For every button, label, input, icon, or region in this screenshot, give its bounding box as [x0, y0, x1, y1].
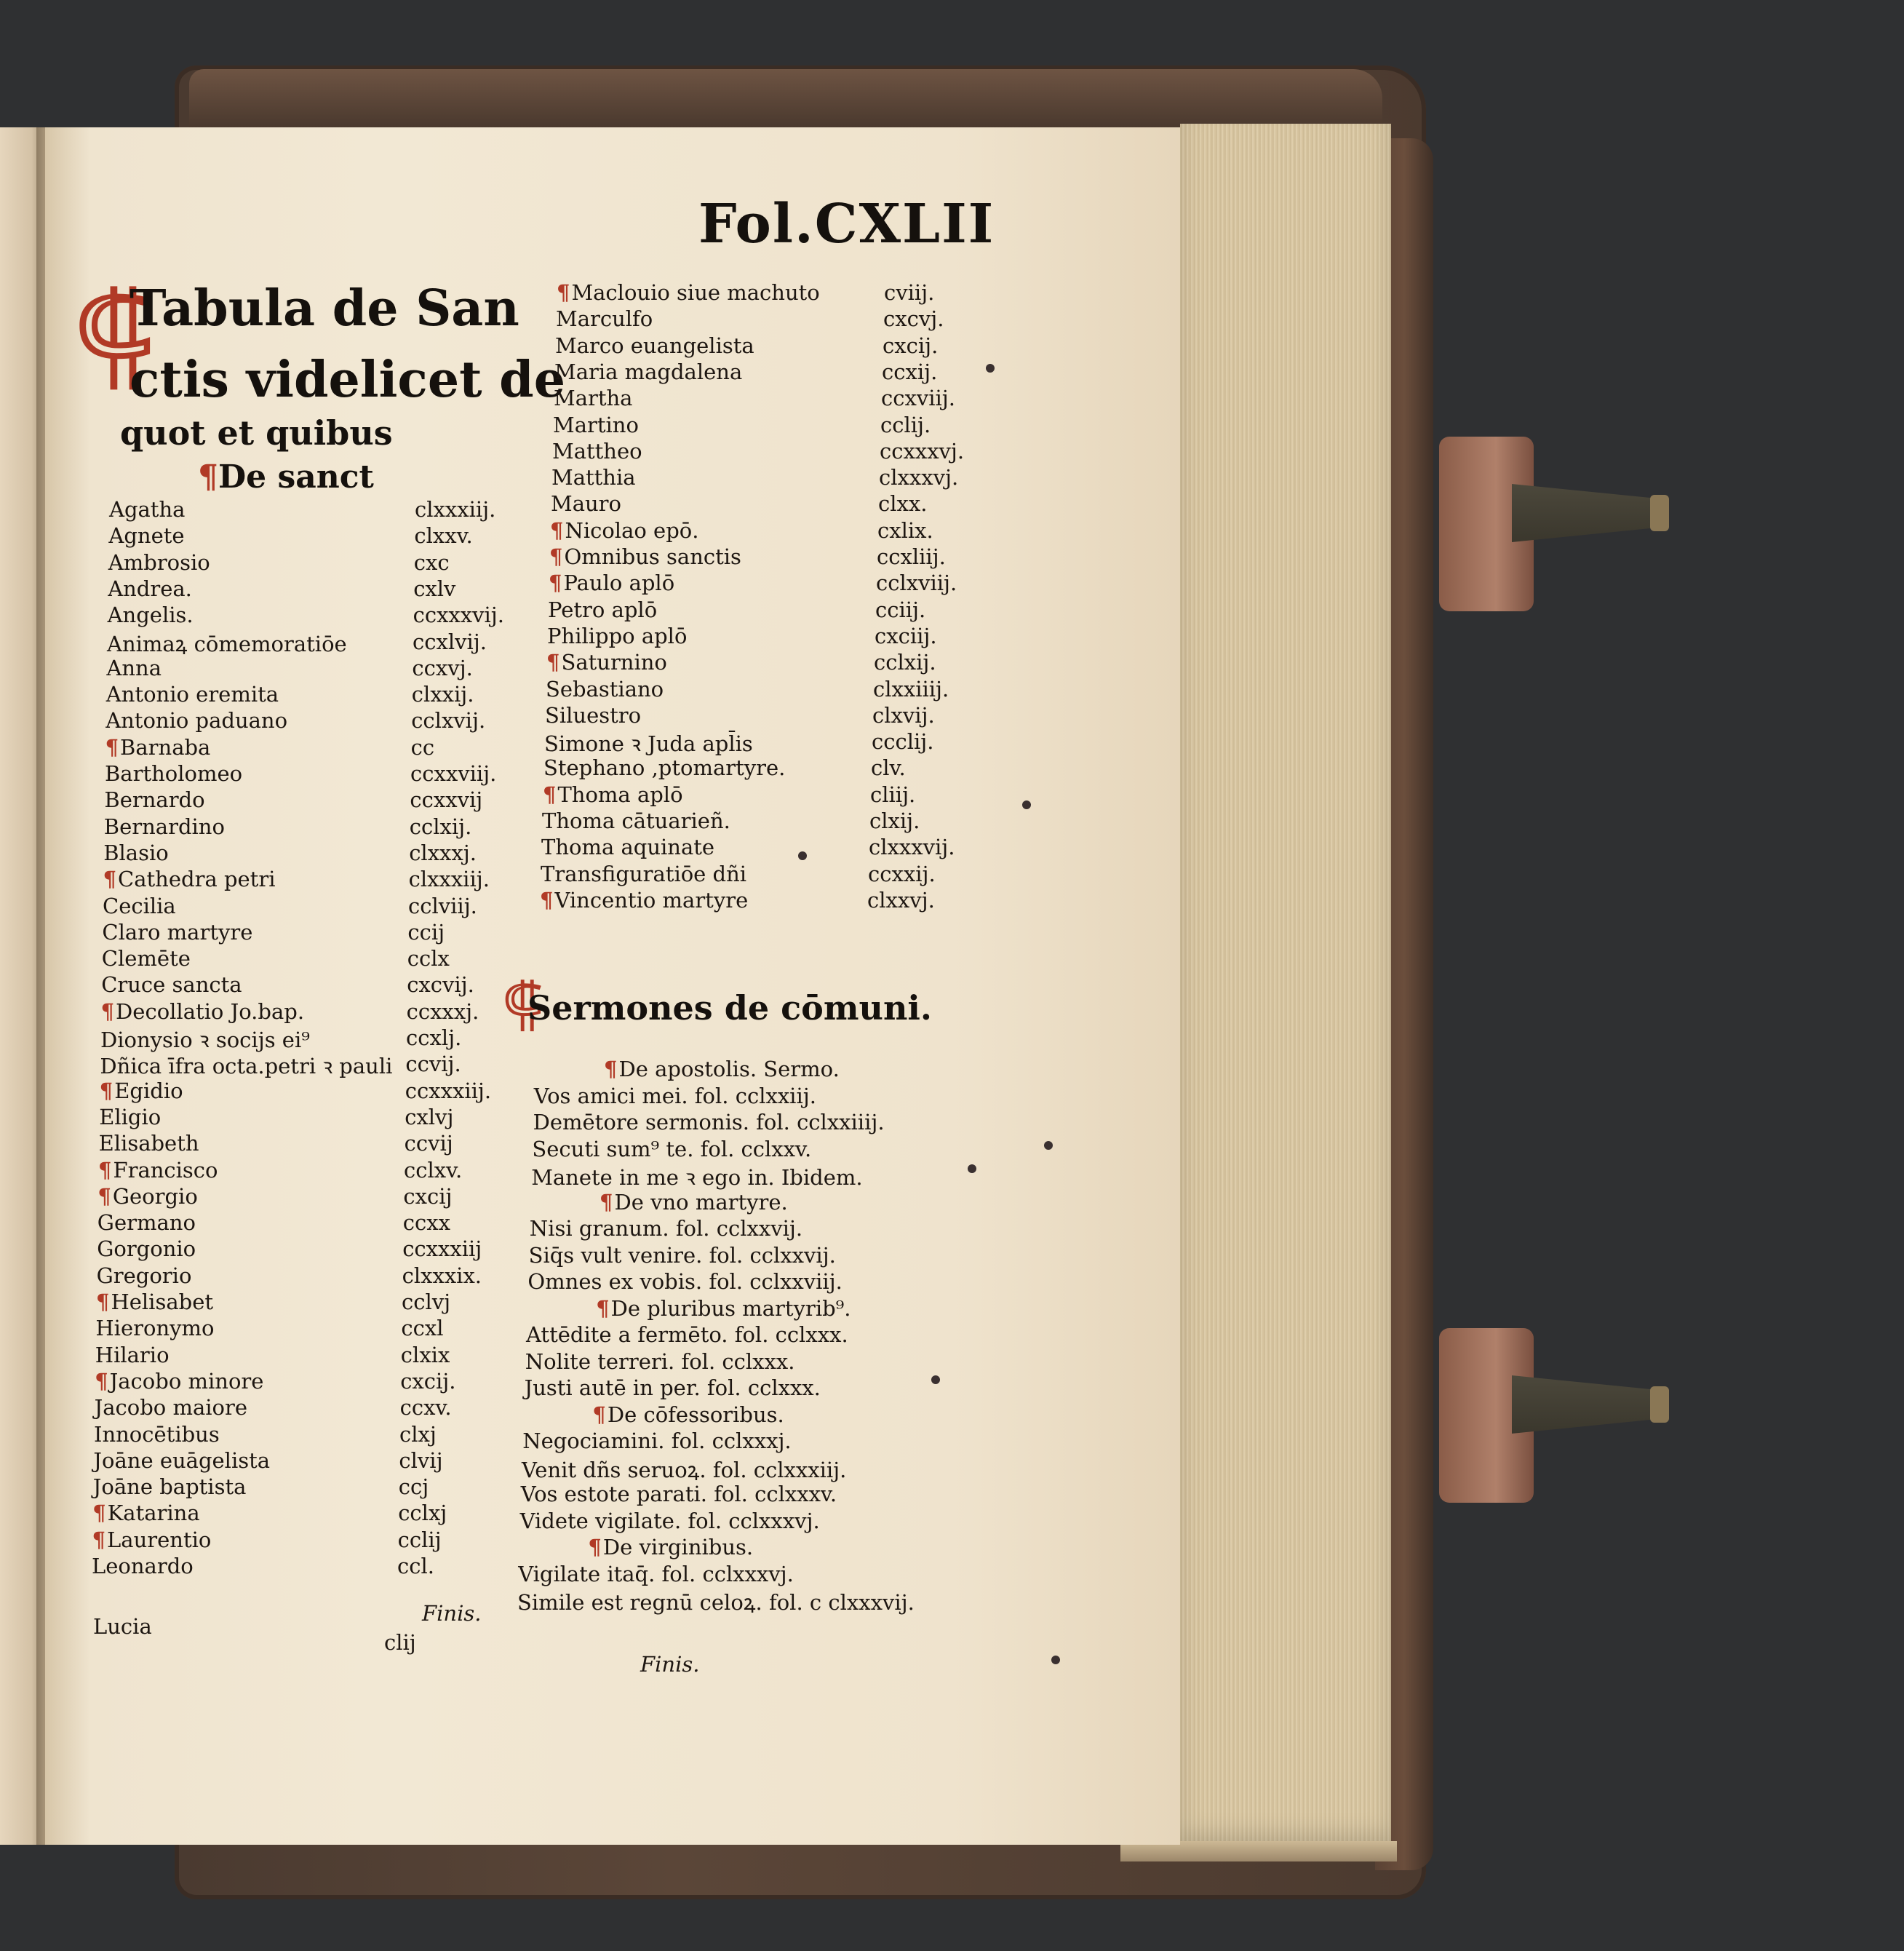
- list-item: [546, 677, 664, 702]
- sermon-line: [529, 1243, 836, 1268]
- list-item-name: Elisabeth: [98, 1131, 199, 1156]
- list-item: [92, 1501, 199, 1525]
- list-item-ref: ccclij.: [872, 729, 934, 755]
- list-item-ref: ccxxxiij: [402, 1236, 482, 1262]
- list-item: [104, 787, 204, 812]
- list-item: [555, 333, 754, 358]
- clasp-pin: [1650, 1386, 1669, 1423]
- list-item: [103, 841, 169, 865]
- sermon-line-text: Simile est regnū celoꝝ. fol. c clxxxvij.: [517, 1590, 915, 1615]
- list-item-ref: cclxviij.: [876, 571, 957, 596]
- list-item: [100, 1052, 392, 1080]
- list-item: [101, 972, 242, 997]
- sermon-line-text: Videte vigilate. fol. cclxxxvj.: [519, 1508, 820, 1533]
- pilcrow-icon: ¶: [95, 1368, 108, 1394]
- list-item-name: Joāne euāgelista: [93, 1447, 271, 1473]
- list-item: [109, 497, 185, 522]
- pilcrow-icon: ¶: [600, 1189, 613, 1215]
- sermon-line-text: Secuti sum⁹ te. fol. cclxxv.: [532, 1136, 812, 1161]
- list-item: [106, 682, 279, 707]
- list-item: [550, 518, 698, 543]
- list-item-name: Georgio: [112, 1183, 198, 1209]
- list-item-name: Maclouio siue machuto: [571, 280, 820, 305]
- sermon-line-text: De cōfessoribus.: [607, 1402, 784, 1427]
- pilcrow-icon: ¶: [92, 1501, 106, 1526]
- wormhole: [798, 851, 807, 860]
- list-item: [97, 1210, 196, 1235]
- list-item-name: Clemēte: [101, 946, 191, 971]
- sermon-line: [533, 1110, 885, 1135]
- list-item: [95, 1395, 247, 1420]
- list-item: [541, 862, 746, 886]
- list-item-name: Laurentio: [107, 1527, 212, 1552]
- list-item: [97, 1184, 197, 1209]
- list-item: [554, 359, 742, 384]
- clasp-strap: [1512, 477, 1657, 549]
- list-item: [108, 550, 210, 575]
- sermon-line-text: De apostolis. Sermo.: [618, 1057, 840, 1081]
- list-item: [101, 999, 304, 1024]
- sermon-line: [518, 1562, 794, 1586]
- pilcrow-icon: ¶: [100, 998, 115, 1024]
- list-item-ref: ccxxxvj.: [880, 438, 965, 464]
- list-item-ref: clxxxiij.: [415, 497, 496, 522]
- title-line-2: ctis videlicet de: [130, 351, 565, 409]
- list-item: [552, 439, 642, 464]
- list-item: [104, 814, 225, 839]
- sermon-line: [534, 1084, 816, 1108]
- list-item-name: Helisabet: [111, 1290, 214, 1314]
- sermon-line-text: Nisi granum. fol. cclxxvij.: [529, 1216, 803, 1241]
- list-item-name: Agatha: [109, 497, 186, 522]
- cover-top-edge: [189, 69, 1382, 127]
- wormhole: [1051, 1656, 1060, 1664]
- sermon-line: [532, 1137, 811, 1161]
- list-item-name: Barnaba: [120, 734, 211, 760]
- list-item-ref: clxxiiij.: [873, 676, 949, 702]
- list-item-name: Cruce sancta: [101, 972, 242, 998]
- list-item: [557, 280, 820, 305]
- pilcrow-icon: ¶: [604, 1057, 618, 1081]
- list-item-ref: clxj: [399, 1421, 437, 1447]
- list-item: [97, 1236, 196, 1261]
- list-item-ref: cviij.: [884, 280, 935, 305]
- list-item-ref: cclvj: [402, 1290, 451, 1314]
- list-item: [542, 808, 730, 833]
- list-item-ref: ccxij.: [882, 359, 938, 384]
- list-item: [102, 920, 252, 945]
- list-item-name: Sebastiano: [546, 676, 664, 702]
- list-item-ref: clxix: [400, 1342, 450, 1367]
- sermon-line: [521, 1482, 837, 1506]
- page-block-edge: [1180, 124, 1391, 1848]
- list-item-ref: cxcij.: [883, 333, 939, 358]
- list-item-ref: ccxxxiij.: [405, 1078, 492, 1103]
- sermones-title: Sermones de cōmuni.: [527, 988, 932, 1028]
- list-item-name: Anna: [106, 655, 162, 680]
- list-item-name: Agnete: [108, 523, 185, 549]
- title-line-3: quot et quibus: [120, 413, 393, 453]
- list-item: [105, 708, 287, 733]
- list-item-name: Blasio: [103, 840, 169, 865]
- list-item-ref: cliij.: [870, 782, 916, 807]
- list-item-name: Germano: [97, 1210, 196, 1236]
- list-item-ref: ccxxxj.: [406, 998, 479, 1024]
- list-item: [100, 1078, 183, 1103]
- wormhole: [1022, 800, 1031, 809]
- list-item-ref: clxx.: [878, 491, 928, 517]
- list-item-ref: ccxlj.: [406, 1025, 462, 1050]
- wormhole: [931, 1375, 940, 1384]
- list-item-name: Maria magdalena: [554, 359, 743, 384]
- sermon-line-text: De pluribus martyrib⁹.: [610, 1295, 851, 1321]
- list-item-ref: cclij: [397, 1527, 442, 1552]
- list-item-name: Transfiguratiōe dñi: [541, 861, 747, 886]
- list-item: [100, 1025, 310, 1054]
- list-item-name: Thoma aplō: [557, 782, 683, 807]
- list-item-ref: cxcvij.: [407, 972, 474, 998]
- list-item-name: Mauro: [551, 491, 621, 517]
- list-item-ref: clxxvj.: [867, 887, 935, 913]
- list-item: [546, 650, 667, 675]
- sermon-line: [588, 1535, 753, 1559]
- title-line-1: Tabula de San: [130, 279, 519, 338]
- list-item-name: Martino: [553, 412, 639, 437]
- list-item-ref: cclxv.: [404, 1157, 463, 1183]
- sermon-line-text: Nolite terreri. fol. cclxxx.: [525, 1348, 795, 1374]
- list-item-ref: cclx: [407, 946, 450, 971]
- wormhole: [1044, 1141, 1053, 1150]
- list-item-name: Siluestro: [545, 702, 642, 728]
- list-item-ref: cclij.: [880, 412, 931, 437]
- pilcrow-title-icon: ⸿: [73, 266, 156, 402]
- list-item-ref: cxcvj.: [883, 306, 944, 332]
- pilcrow-icon: ¶: [549, 571, 562, 596]
- sermon-line: [522, 1455, 846, 1484]
- list-item-name: Philippo aplō: [547, 623, 688, 648]
- clasp-strap: [1512, 1368, 1657, 1441]
- sermon-line-text: Attēdite a fermēto. fol. cclxxx.: [526, 1322, 848, 1347]
- list-item-ref: ccxxxvij.: [413, 603, 505, 628]
- sermon-line: [600, 1190, 788, 1215]
- list-item-ref: ccxv.: [399, 1395, 452, 1420]
- pilcrow-icon: ¶: [550, 517, 564, 543]
- pilcrow-icon: ¶: [103, 867, 117, 892]
- list-item: [541, 835, 714, 859]
- list-item-name: Bernardino: [103, 814, 225, 839]
- list-item: [548, 597, 657, 622]
- list-item-lucia-ref: clij: [384, 1630, 416, 1655]
- list-item: [549, 544, 741, 569]
- pilcrow-icon: ¶: [98, 1157, 112, 1183]
- wormhole: [968, 1164, 976, 1173]
- list-item-ref: ccl.: [397, 1554, 434, 1578]
- list-item: [549, 571, 674, 595]
- list-item-ref: ccxxvij: [410, 787, 483, 813]
- sermon-line: [596, 1296, 851, 1321]
- list-item-name: Hilario: [95, 1342, 170, 1367]
- list-item-name: Egidio: [114, 1078, 183, 1103]
- list-item-ref: cclxij.: [874, 650, 936, 675]
- list-item-name: Innocētibus: [94, 1421, 220, 1447]
- list-item-ref: cc: [410, 734, 435, 760]
- clasp-lower: [1439, 1368, 1672, 1463]
- list-item-name: Stephano ,ptomartyre.: [543, 755, 786, 781]
- list-item-ref: cxc: [413, 549, 450, 575]
- pilcrow-icon: ¶: [99, 1078, 113, 1103]
- list-item-ref: ccxliij.: [877, 544, 946, 569]
- list-item: [95, 1316, 214, 1340]
- wormhole: [986, 364, 995, 373]
- list-item-ref: cxcij: [403, 1183, 453, 1209]
- list-item-name: Gorgonio: [97, 1236, 196, 1262]
- list-item: [544, 729, 753, 758]
- list-item-ref: cxcij.: [400, 1368, 456, 1394]
- list-item: [545, 703, 641, 728]
- list-item-ref: ccj: [398, 1474, 429, 1500]
- pilcrow-sermones-icon: ⸿: [502, 970, 543, 1038]
- sermon-line-text: Demētore sermonis. fol. cclxxiiij.: [533, 1110, 885, 1135]
- list-item-ref: cxlix.: [877, 517, 933, 543]
- list-item-name: Mattheo: [552, 438, 642, 464]
- list-item-name: Antonio paduano: [105, 708, 288, 734]
- list-item-name: Antonio eremita: [105, 682, 279, 707]
- list-item-name: Jacobo maiore: [94, 1395, 247, 1420]
- list-item-ref: clxxij.: [411, 682, 474, 707]
- list-item-ref: cclxj: [398, 1501, 447, 1526]
- pilcrow-icon: ¶: [92, 1527, 106, 1552]
- sermon-line-text: Justi autē in per. fol. cclxxx.: [524, 1375, 821, 1400]
- clasp-upper: [1439, 477, 1672, 571]
- list-item: [107, 629, 347, 658]
- list-item: [547, 624, 687, 648]
- sermon-line-text: De virginibus.: [602, 1535, 754, 1559]
- list-item: [556, 306, 653, 331]
- list-item-ref: clxxxj.: [409, 840, 477, 865]
- list-item-name: Hieronymo: [95, 1316, 215, 1341]
- list-item: [99, 1105, 161, 1129]
- sermon-line-text: De vno martyre.: [614, 1189, 788, 1215]
- list-item-ref: clvij: [399, 1447, 443, 1473]
- list-item-ref: cxlv: [413, 576, 456, 601]
- list-item-ref: cclviij.: [408, 893, 477, 918]
- table-title: [130, 273, 565, 416]
- list-item-ref: ccxvj.: [412, 655, 473, 680]
- subhead-text: De sanct: [218, 458, 374, 496]
- list-item: [553, 413, 639, 437]
- sermon-line: [531, 1163, 862, 1191]
- list-item-name: Thoma cātuarieñ.: [542, 808, 730, 833]
- list-item-ref: clxxxix.: [402, 1263, 482, 1288]
- list-item: [551, 491, 621, 516]
- list-item-name: Matthia: [551, 465, 636, 490]
- sermon-line: [522, 1429, 791, 1453]
- list-item-name: Paulo aplō: [563, 571, 675, 596]
- list-item-name: Simone ꝛ Juda apl̄is: [544, 731, 753, 757]
- list-item-name: Nicolao epō.: [565, 517, 699, 543]
- list-item-name: Dionysio ꝛ socijs ei⁹: [100, 1028, 310, 1052]
- list-item-ref: clxxv.: [414, 523, 473, 549]
- list-item-ref: ccij: [407, 919, 445, 945]
- list-item-name: Jacobo minore: [109, 1368, 264, 1394]
- list-item-ref: ccxlvij.: [413, 629, 487, 654]
- list-item: [103, 894, 176, 918]
- list-item-ref: clxxxvj.: [879, 465, 959, 490]
- sermon-line: [525, 1349, 795, 1374]
- sermon-line: [527, 1269, 842, 1294]
- list-item: [551, 465, 636, 490]
- list-item-name: Francisco: [113, 1157, 218, 1183]
- sermon-line-text: Venit dñs seruoꝝ. fol. cclxxxiij.: [522, 1457, 847, 1482]
- list-item-ref: ccvij: [404, 1131, 453, 1156]
- pilcrow-icon: ¶: [97, 1183, 111, 1209]
- sermon-line: [526, 1322, 848, 1347]
- list-item-name: Leonardo: [92, 1554, 194, 1578]
- list-item: [97, 1263, 192, 1288]
- list-item-name: Animaꝝ cōmemoratiōe: [107, 631, 347, 656]
- sermon-line: [592, 1402, 784, 1427]
- folio-number: Fol.CXLII: [698, 193, 995, 255]
- list-item-ref: clxij.: [869, 808, 920, 833]
- list-item: [95, 1369, 263, 1394]
- sermon-line: [517, 1588, 915, 1616]
- sermones-finis: Finis.: [640, 1652, 700, 1677]
- list-item-name: Saturnino: [561, 650, 667, 675]
- list-item-name: Marco euangelista: [555, 333, 754, 358]
- list-item: [105, 761, 242, 786]
- list-item: [554, 386, 632, 410]
- list-item-name: Martha: [554, 386, 633, 411]
- sermon-line-text: Omnes ex vobis. fol. cclxxviij.: [527, 1269, 843, 1294]
- list-item: [92, 1527, 212, 1552]
- pilcrow-icon: ¶: [549, 544, 563, 569]
- list-item: [540, 888, 748, 913]
- sermon-line: [525, 1375, 821, 1400]
- list-item: [95, 1343, 170, 1367]
- list-item-name: Claro martyre: [102, 919, 253, 945]
- list-item-ref: cxciij.: [875, 623, 937, 648]
- sermon-line: [530, 1216, 802, 1241]
- pilcrow-icon: ¶: [546, 650, 560, 675]
- list-item-ref: cciij.: [875, 597, 926, 622]
- sermon-line-text: Vos estote parati. fol. cclxxxv.: [520, 1482, 837, 1506]
- list-item-ref: clxvij.: [872, 702, 935, 728]
- list-item: [93, 1448, 270, 1473]
- list-item-ref: ccvij.: [405, 1052, 461, 1077]
- list-item: [103, 867, 276, 891]
- list-item-name: Thoma aquinate: [541, 835, 715, 860]
- list-item-ref: cxlvj: [405, 1104, 454, 1129]
- pilcrow-icon: ¶: [557, 280, 570, 305]
- list-item: [99, 1131, 199, 1156]
- list-item-name: Cathedra petri: [118, 867, 276, 892]
- list-item: [96, 1290, 213, 1314]
- list-item-name: Eligio: [99, 1104, 162, 1129]
- sermon-line-text: Siq̄s vult venire. fol. cclxxvij.: [528, 1242, 836, 1268]
- list-item-name: Katarina: [107, 1501, 200, 1526]
- section-subhead: [198, 458, 374, 496]
- list-item-name: Dñica īfra octa.petri ꝛ pauli: [100, 1054, 393, 1079]
- list-item: [106, 656, 162, 680]
- list-item-ref: clv.: [871, 755, 906, 781]
- list-item-ref: ccxviij.: [881, 386, 955, 411]
- list-item-name: Joāne baptista: [92, 1474, 247, 1500]
- list-item-ref: cclxvij.: [411, 708, 486, 734]
- left-finis: Finis.: [422, 1601, 482, 1626]
- list-item-ref: ccxx: [402, 1210, 450, 1236]
- list-item-name: Petro aplō: [548, 597, 658, 622]
- list-item: [98, 1158, 218, 1183]
- pilcrow-icon: ¶: [588, 1535, 602, 1559]
- list-item: [108, 576, 192, 601]
- list-item-ref: ccxxviij.: [410, 761, 497, 786]
- list-item-name: Cecilia: [103, 893, 176, 918]
- list-item-ref: ccxxij.: [868, 861, 936, 886]
- list-item-ref: clxxxiij.: [408, 867, 490, 892]
- sermon-line-text: Manete in me ꝛ ego in. Ibidem.: [531, 1165, 863, 1190]
- list-item-name: Decollatio Jo.bap.: [116, 998, 305, 1024]
- pilcrow-icon: ¶: [198, 458, 218, 496]
- sermon-line-text: Negociamini. fol. cclxxxj.: [522, 1429, 792, 1453]
- list-item: [94, 1422, 220, 1447]
- list-item-name: Vincentio martyre: [554, 887, 749, 913]
- list-item: [543, 782, 683, 807]
- list-item-ref: ccxl: [401, 1316, 444, 1341]
- list-item: [93, 1474, 247, 1499]
- pilcrow-icon: ¶: [105, 734, 119, 760]
- list-item-name: Andrea.: [108, 576, 192, 601]
- list-item: [105, 735, 211, 760]
- pilcrow-icon: ¶: [596, 1295, 610, 1321]
- list-item-name: Angelis.: [107, 603, 194, 628]
- list-item: [92, 1554, 194, 1578]
- list-item-ref: clxxxvij.: [869, 835, 955, 860]
- list-item: [108, 523, 184, 548]
- list-item-name: Bernardo: [104, 787, 205, 813]
- clasp-pin: [1650, 495, 1669, 531]
- pilcrow-icon: ¶: [592, 1402, 606, 1427]
- list-item-name: Gregorio: [96, 1263, 192, 1288]
- pilcrow-icon: ¶: [96, 1290, 110, 1314]
- list-item-lucia: Lucia: [93, 1614, 152, 1639]
- list-item: [543, 755, 785, 780]
- list-item-name: Marculfo: [556, 306, 653, 332]
- list-item: [102, 946, 191, 971]
- list-item-name: Omnibus sanctis: [564, 544, 741, 569]
- sermon-line-text: Vigilate itaq̄. fol. cclxxxvj.: [518, 1561, 794, 1586]
- list-item-name: Bartholomeo: [105, 761, 243, 786]
- list-item-name: Ambrosio: [108, 549, 210, 575]
- list-item-ref: cclxij.: [409, 814, 472, 839]
- sermon-line: [520, 1509, 820, 1533]
- sermon-line: [604, 1057, 840, 1081]
- pilcrow-icon: ¶: [540, 887, 554, 913]
- sermon-line-text: Vos amici mei. fol. cclxxiij.: [533, 1083, 816, 1108]
- list-item: [108, 603, 194, 627]
- pilcrow-icon: ¶: [543, 782, 557, 807]
